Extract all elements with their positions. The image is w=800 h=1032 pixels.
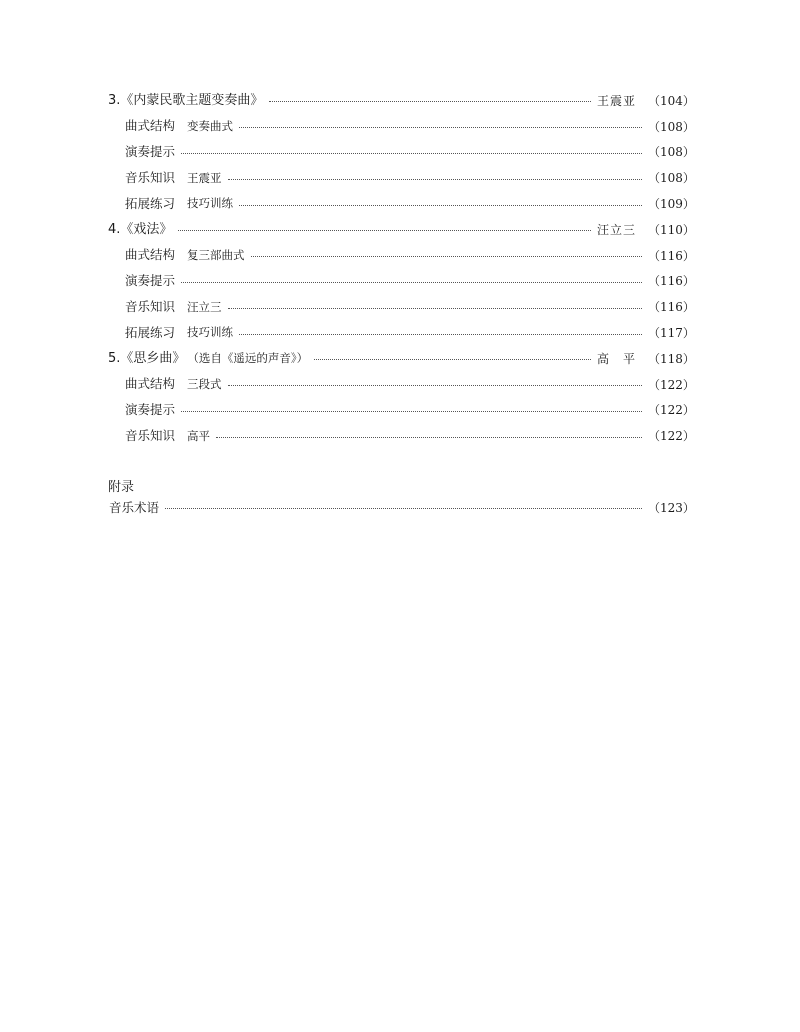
dot-leader xyxy=(269,101,591,102)
subentry-detail: 高平 xyxy=(187,428,211,443)
toc-subentry[interactable] xyxy=(108,372,695,398)
toc-subentry[interactable] xyxy=(108,294,695,320)
entry-author: 王震亚 xyxy=(596,93,636,108)
dot-leader xyxy=(314,359,591,360)
entry-title: 4.《戏法》 xyxy=(108,222,173,238)
subentry-label: 音乐知识 xyxy=(125,170,176,186)
appendix-heading: 附录 xyxy=(108,480,135,495)
page-number: （116） xyxy=(648,248,695,263)
page-number: （123） xyxy=(648,500,695,515)
toc-subentry[interactable] xyxy=(108,165,695,191)
dot-leader xyxy=(178,230,591,231)
page-number: （104） xyxy=(648,93,695,108)
subentry-detail: 变奏曲式 xyxy=(187,118,234,133)
subentry-detail: 汪立三 xyxy=(187,299,222,314)
toc-entry[interactable] xyxy=(108,346,695,372)
page-number: （117） xyxy=(648,326,695,341)
subentry-label: 音乐术语 xyxy=(109,499,160,515)
dot-leader xyxy=(165,508,642,509)
appendix-list xyxy=(108,495,695,521)
subentry-detail: 三段式 xyxy=(187,376,222,391)
page-number: （116） xyxy=(648,274,695,289)
subentry-label: 曲式结构 xyxy=(125,247,176,263)
dot-leader xyxy=(251,256,642,257)
toc-subentry[interactable] xyxy=(108,140,695,166)
page-number: （108） xyxy=(648,171,695,186)
subentry-detail: 复三部曲式 xyxy=(187,247,245,262)
toc-entry[interactable] xyxy=(108,217,695,243)
subentry-label: 曲式结构 xyxy=(125,376,176,392)
page-number: （122） xyxy=(648,429,695,444)
dot-leader xyxy=(228,179,642,180)
subentry-label: 音乐知识 xyxy=(125,299,176,315)
subentry-detail: 王震亚 xyxy=(187,170,222,185)
page-number: （108） xyxy=(648,145,695,160)
entry-author: 汪立三 xyxy=(596,222,636,237)
dot-leader xyxy=(181,411,642,412)
entry-title: 3.《内蒙民歌主题变奏曲》 xyxy=(108,93,264,109)
dot-leader xyxy=(239,334,642,335)
toc-subentry[interactable] xyxy=(108,243,695,269)
dot-leader xyxy=(216,437,642,438)
toc-subentry[interactable] xyxy=(108,269,695,295)
entry-note: （选自《遥远的声音》） xyxy=(187,351,309,366)
dot-leader xyxy=(228,385,642,386)
subentry-label: 曲式结构 xyxy=(125,118,176,134)
toc-subentry[interactable] xyxy=(108,398,695,424)
toc-subentry[interactable] xyxy=(108,423,695,449)
page-number: （122） xyxy=(648,377,695,392)
subentry-label: 演奏提示 xyxy=(125,273,176,289)
page-number: （118） xyxy=(648,351,695,366)
toc-entry[interactable] xyxy=(108,88,695,114)
dot-leader xyxy=(181,153,642,154)
page-number: （109） xyxy=(648,197,695,212)
entry-title: 5.《思乡曲》 xyxy=(108,351,186,367)
toc-subentry[interactable] xyxy=(108,495,695,521)
subentry-label: 音乐知识 xyxy=(125,428,176,443)
toc-subentry[interactable] xyxy=(108,191,695,217)
subentry-label: 演奏提示 xyxy=(125,402,176,418)
subentry-label: 拓展练习 xyxy=(125,324,176,340)
page-number: （116） xyxy=(648,300,695,315)
table-of-contents xyxy=(108,88,695,449)
toc-subentry[interactable] xyxy=(108,320,695,346)
entry-author: 高 平 xyxy=(596,351,636,366)
subentry-detail: 技巧训练 xyxy=(187,325,234,340)
subentry-label: 拓展练习 xyxy=(125,195,176,211)
dot-leader xyxy=(239,127,642,128)
subentry-label: 演奏提示 xyxy=(125,144,176,160)
page-number: （122） xyxy=(648,403,695,418)
subentry-detail: 技巧训练 xyxy=(187,196,234,211)
dot-leader xyxy=(228,308,642,309)
toc-subentry[interactable] xyxy=(108,114,695,140)
dot-leader xyxy=(239,205,642,206)
dot-leader xyxy=(181,282,642,283)
page-number: （110） xyxy=(648,222,695,237)
page-number: （108） xyxy=(648,119,695,134)
